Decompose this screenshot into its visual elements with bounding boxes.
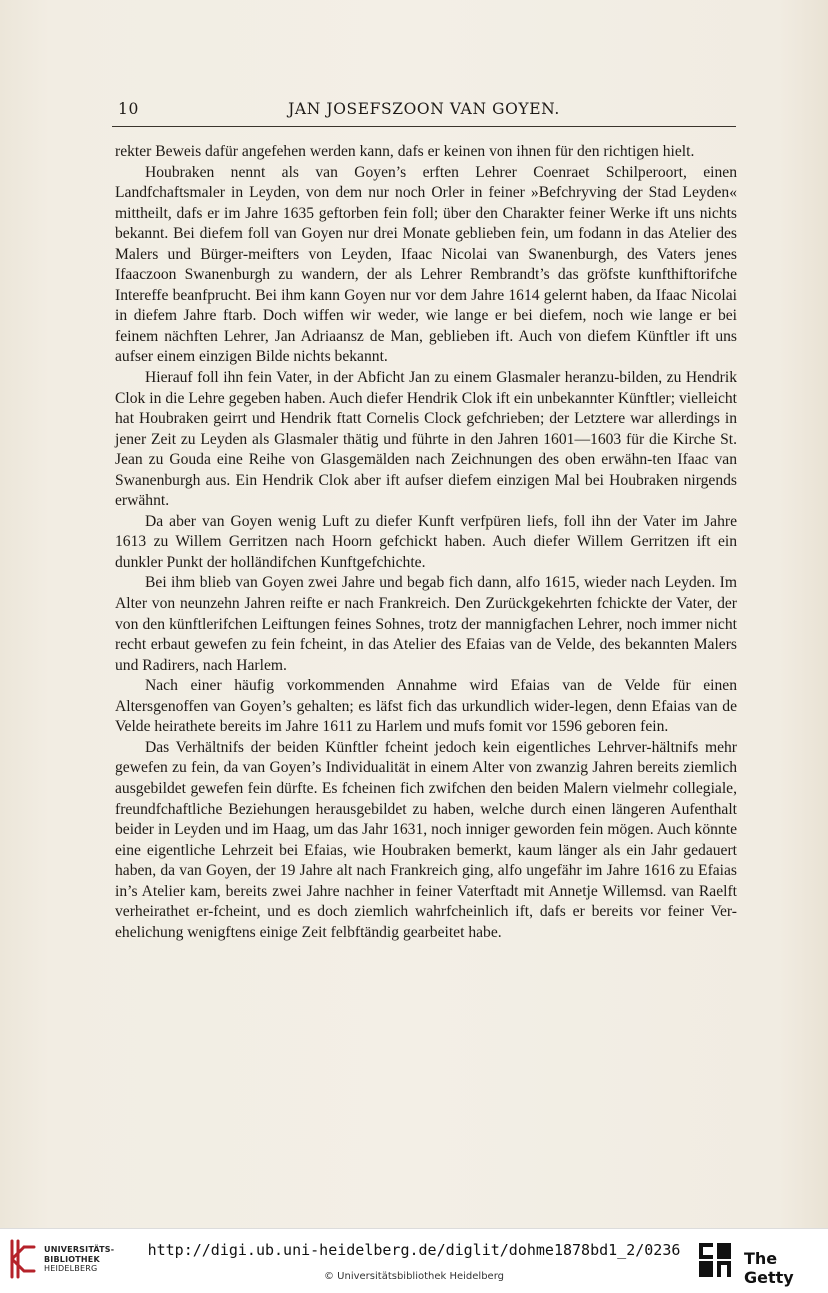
running-head: [112, 100, 736, 124]
header-rule: [112, 126, 736, 127]
paragraph: Hierauf foll ihn fein Vater, in der Abficht Jan zu einem Glasmaler heranzu-bilden, zu Hendrik Clok in die Lehre gegeben haben. Auch diefer Hendrik Clok ift ein unbekannter Künftler; vielleicht hat Houbraken geirrt und Hendrik ftatt Cornelis Clock gefchrieben; der Letztere war allerdings in jener Zeit zu Leyden als Glasmaler thätig und führte in den Jahren 1601—1603 für die Kirche St. Jean zu Gouda eine Reihe von Glasgemälden nach Zeichnungen des oben erwähn-ten Ifaac van Swanenburgh aus. Ein Hendrik Clok aber ift aufser diefem einzigen Mal bei Houbraken nirgends erwähnt.: [115, 369, 737, 510]
getty-logo-icon: [697, 1241, 733, 1279]
copyright-notice: © Universitätsbibliothek Heidelberg: [323, 1271, 504, 1282]
paragraph: Nach einer häufig vorkommenden Annahme wird Efaias van de Velde für einen Altersgenoffen van Goyen’s gehalten; es läfst fich das urkundlich wider-legen, denn Efaias van de Velde heirathete bereits im Jahre 1611 zu Harlem und mufs fomit vor 1596 geboren fein.: [115, 677, 737, 736]
page-number: 10: [118, 100, 139, 118]
paragraph: Das Verhältnifs der beiden Künftler fcheint jedoch kein eigentliches Lehrver-hältnifs mehr gewefen zu fein, da van Goyen’s Individualität in einem Alter von zwanzig Jahren bereits ziemlich ausgebildet gewefen fein dürfte. Es fcheinen fich zwifchen den beiden Malern vielmehr collegiale, freundfchaftliche Beziehungen herausgebildet zu haben, welche durch einen längeren Aufenthalt beider in Leyden und im Haag, um das Jahr 1631, noch inniger geworden fein mögen. Auch könnte eine eigentliche Lehrzeit bei Efaias, wie Houbraken bemerkt, kaum länger als ein Jahr gedauert haben, da van Goyen, der 19 Jahre alt nach Frankreich ging, alfo ungefähr im Jahre 1616 zu Efaias in’s Atelier kam, bereits zwei Jahre nachher in feiner Vaterftadt mit Annetje Willemsd. van Raelft verheirathet er-fcheint, und es doch ziemlich wahrfcheinlich ift, dafs er bereits vor feiner Ver-ehelichung wenigftens einige Zeit felbftändig gearbeitet habe.: [115, 738, 737, 941]
paragraph: Houbraken nennt als van Goyen’s erften Lehrer Coenraet Schilperoort, einen Landfchaftsmaler in Leyden, von dem nur noch Orler in feiner »Befchryving der Stad Leyden« mittheilt, dafs er im Jahre 1635 geftorben fein foll; über den Charakter feiner Werke ift uns nichts bekannt. Bei diefem foll van Goyen nur drei Monate geblieben fein, um fodann in das Atelier des Malers und Bürger-meifters von Leyden, Ifaac Nicolai van Swanenburgh, des Vaters jenes Ifaaczoon Swanenburgh zu wandern, der als Lehrer Rembrandt’s das gröfste kunfthiftorifche Intereffe beanfprucht. Bei ihm kann Goyen nur vor dem Jahre 1614 gelernt haben, da Ifaac Nicolai in diefem Jahre ftarb. Doch wiffen wir weder, wie lange er bei diefem, noch wie lange er bei feinem nächften Lehrer, Jan Adriaansz de Man, geblieben ift. Auch von diefem Künftler ift uns aufser einem einzigen Bilde nichts bekannt.: [115, 163, 737, 366]
library-name: UNIVERSITÄTS- BIBLIOTHEK HEIDELBERG: [44, 1245, 115, 1273]
paragraph: rekter Beweis dafür angefehen werden kann, dafs er keinen von ihnen für den richtigen hielt.: [115, 143, 695, 160]
running-title: JAN JOSEFSZOON VAN GOYEN.: [288, 100, 560, 118]
paragraph: Bei ihm blieb van Goyen zwei Jahre und begab fich dann, alfo 1615, wieder nach Leyden. Im Alter von neunzehn Jahren reifte er nach Frankreich. Den Zurückgekehrten fchickte der Vater, der von den künftlerifchen Leiftungen feines Sohnes, trotz der mannigfachen Lehrer, noch immer nicht recht erbaut gewefen zu fein fcheint, in das Atelier des Efaias van de Velde, des bekannten Malers und Radirers, nach Harlem.: [115, 574, 737, 674]
getty-name: The Getty: [744, 1249, 794, 1287]
body-text: [115, 142, 737, 943]
permalink-url[interactable]: http://digi.ub.uni-heidelberg.de/diglit/dohme1878bd1_2/0236: [147, 1241, 681, 1259]
paragraph: Da aber van Goyen wenig Luft zu diefer Kunft verfpüren liefs, foll ihn der Vater im Jahre 1613 zu Willem Gerritzen nach Hoorn gefchickt haben. Auch diefer Willem Gerritzen ift ein dunkler Punkt der holländifchen Kunftgefchichte.: [115, 512, 737, 571]
footer-bar: [0, 1228, 828, 1293]
